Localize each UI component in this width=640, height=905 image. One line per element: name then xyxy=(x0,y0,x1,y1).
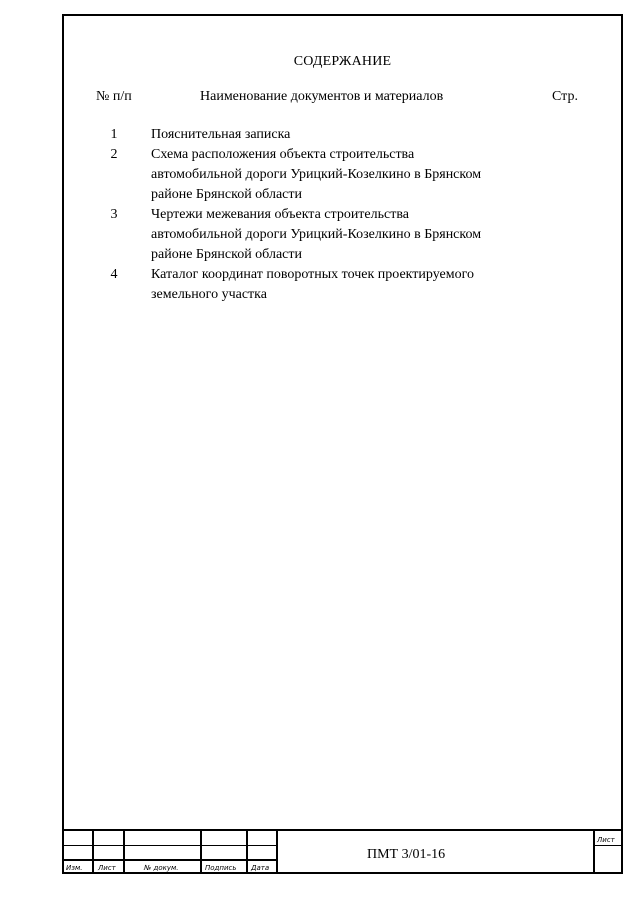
toc-item-number: 2 xyxy=(110,147,118,162)
table-of-contents xyxy=(0,125,640,305)
stamp-divider xyxy=(200,831,202,874)
stamp-row-line xyxy=(62,859,276,861)
stamp-divider xyxy=(276,831,278,874)
toc-item xyxy=(0,205,640,265)
toc-item-number: 3 xyxy=(110,207,118,222)
toc-item-number: 4 xyxy=(110,267,118,282)
document-title: СОДЕРЖАНИЕ xyxy=(293,54,392,69)
column-header-page: Стр. xyxy=(552,89,578,104)
stamp-label-sheet: Лист xyxy=(98,864,116,872)
stamp-row-line xyxy=(62,845,276,846)
toc-item xyxy=(0,125,640,145)
stamp-divider xyxy=(246,831,248,874)
stamp-label-sheet-number: Лист xyxy=(597,836,615,844)
column-header-number: № п/п xyxy=(96,89,132,104)
stamp-label-date: Дата xyxy=(251,864,270,872)
stamp-divider xyxy=(92,831,94,874)
column-header-name: Наименование документов и материалов xyxy=(200,89,444,104)
toc-item-number: 1 xyxy=(110,127,118,142)
toc-item-text: Схема расположения объекта строительства автомобильной дороги Урицкий-Козелкино в Брянском районе Брянской области xyxy=(151,147,482,202)
document-code: ПМТ 3/01-16 xyxy=(367,847,446,862)
stamp-label-change: Изм. xyxy=(66,864,83,872)
toc-item-text: Чертежи межевания объекта строительства автомобильной дороги Урицкий-Козелкино в Брянском районе Брянской области xyxy=(151,207,482,262)
toc-item xyxy=(0,145,640,205)
stamp-label-signature: Подпись xyxy=(205,864,237,872)
stamp-divider xyxy=(123,831,125,874)
stamp-row-line xyxy=(593,845,623,846)
toc-item-text: Пояснительная записка xyxy=(151,127,291,142)
toc-item-text: Каталог координат поворотных точек проектируемого земельного участка xyxy=(151,267,475,302)
stamp-divider xyxy=(593,831,595,874)
toc-item xyxy=(0,265,640,305)
stamp-label-doc-no: № докум. xyxy=(144,864,179,872)
title-block xyxy=(62,829,623,874)
